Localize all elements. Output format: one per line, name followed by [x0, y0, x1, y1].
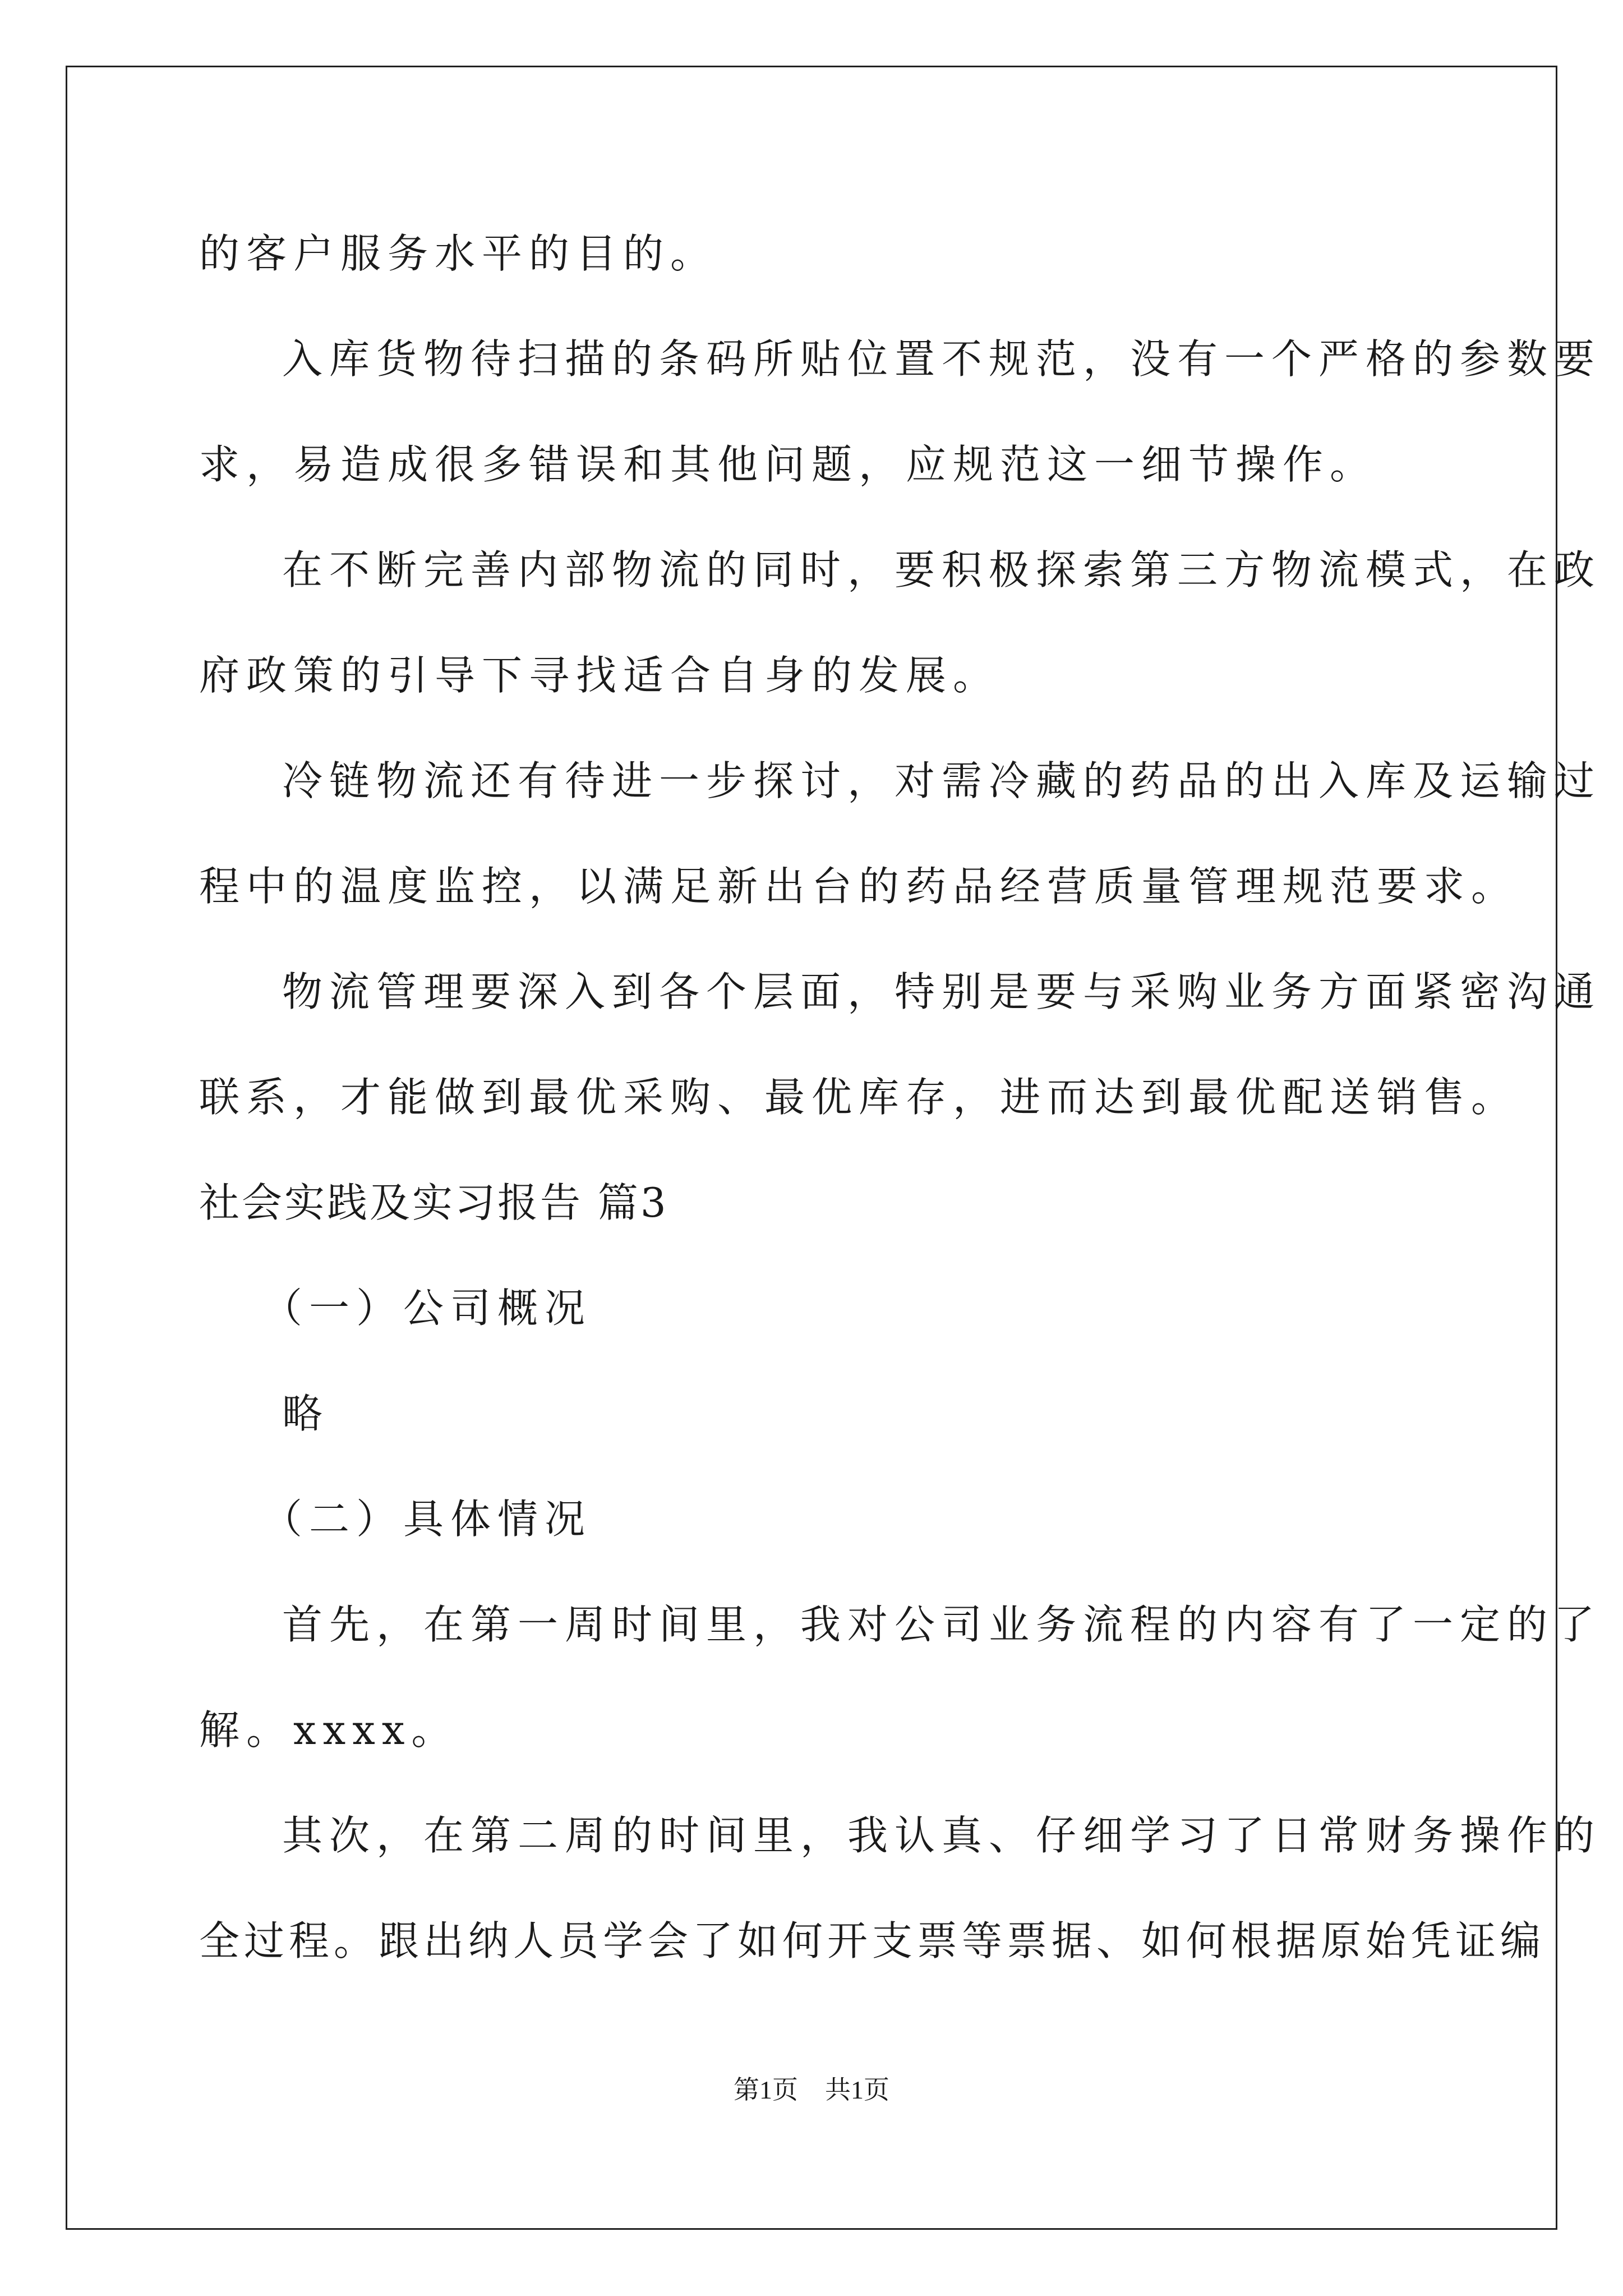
paragraph-line: 解。xxxx。 [199, 1706, 459, 1754]
paragraph-line: 其次，在第二周的时间里，我认真、仔细学习了日常财务操作的 [282, 1812, 1602, 1859]
paragraph-line: 入库货物待扫描的条码所贴位置不规范，没有一个严格的参数要 [282, 335, 1602, 383]
paragraph-line: 冷链物流还有待进一步探讨，对需冷藏的药品的出入库及运输过 [282, 757, 1602, 804]
paragraph-line: 全过程。跟出纳人员学会了如何开支票等票据、如何根据原始凭证编 [199, 1917, 1546, 1964]
paragraph-line: 物流管理要深入到各个层面，特别是要与采购业务方面紧密沟通 [282, 968, 1602, 1015]
paragraph-line: 府政策的引导下寻找适合自身的发展。 [199, 652, 1000, 699]
paragraph-line: 的客户服务水平的目的。 [199, 230, 718, 277]
paragraph-line: 略 [282, 1390, 330, 1437]
section-heading: 社会实践及实习报告 篇3 [199, 1179, 668, 1226]
paragraph-line: 联系，才能做到最优采购、最优库存，进而达到最优配送销售。 [199, 1074, 1519, 1121]
paragraph-line: 在不断完善内部物流的同时，要积极探索第三方物流模式，在政 [282, 546, 1602, 593]
subsection-heading: （一）公司概况 [262, 1285, 592, 1332]
page-total: 共1页 [825, 2076, 889, 2104]
paragraph-line: 求，易造成很多错误和其他问题，应规范这一细节操作。 [199, 441, 1377, 488]
paragraph-line: 首先，在第一周时间里，我对公司业务流程的内容有了一定的了 [282, 1601, 1602, 1648]
paragraph-line: 程中的温度监控，以满足新出台的药品经营质量管理规范要求。 [199, 863, 1519, 910]
subsection-heading: （二）具体情况 [262, 1496, 592, 1543]
page-number: 第1页 [734, 2076, 798, 2104]
page-footer [0, 2073, 1623, 2107]
page-border [66, 66, 1557, 2230]
